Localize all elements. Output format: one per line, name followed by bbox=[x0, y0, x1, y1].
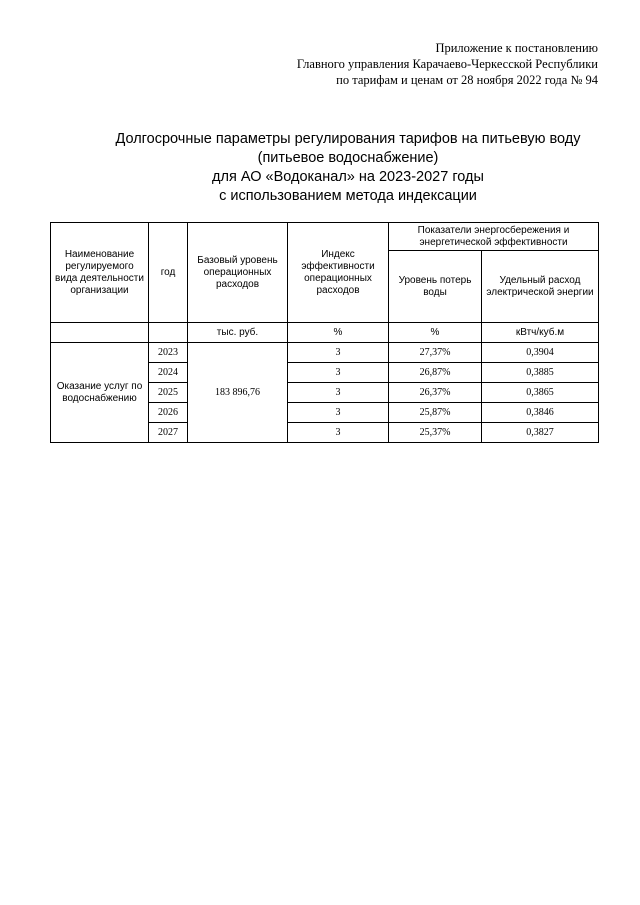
title-line-4: с использованием метода индексации bbox=[219, 188, 477, 204]
units-activity-empty bbox=[51, 323, 149, 343]
energy-consumption-cell: 0,3885 bbox=[482, 363, 599, 383]
efficiency-index-cell: 3 bbox=[288, 363, 389, 383]
title-line-3: для АО «Водоканал» на 2023-2027 годы bbox=[212, 169, 484, 185]
header-base-level: Базовый уровень операционных расходов bbox=[188, 223, 288, 323]
year-cell: 2023 bbox=[149, 343, 188, 363]
efficiency-index-cell: 3 bbox=[288, 423, 389, 443]
unit-base-level: тыс. руб. bbox=[188, 323, 288, 343]
tariff-parameters-table bbox=[50, 222, 599, 443]
header-efficiency-index: Индекс эффективности операционных расходов bbox=[288, 223, 389, 323]
appendix-line-2: Главного управления Карачаево-Черкесской Республики bbox=[296, 57, 598, 71]
water-loss-cell: 25,37% bbox=[389, 423, 482, 443]
energy-consumption-cell: 0,3904 bbox=[482, 343, 599, 363]
document-title bbox=[50, 130, 640, 206]
activity-name-cell: Оказание услуг по водоснабжению bbox=[51, 343, 149, 443]
water-loss-cell: 26,37% bbox=[389, 383, 482, 403]
year-cell: 2027 bbox=[149, 423, 188, 443]
energy-consumption-cell: 0,3846 bbox=[482, 403, 599, 423]
water-loss-cell: 27,37% bbox=[389, 343, 482, 363]
efficiency-index-cell: 3 bbox=[288, 403, 389, 423]
header-year: год bbox=[149, 223, 188, 323]
header-activity: Наименование регулируемого вида деятельности организации bbox=[51, 223, 149, 323]
year-cell: 2026 bbox=[149, 403, 188, 423]
resolution-appendix-note bbox=[178, 40, 598, 88]
title-line-1: Долгосрочные параметры регулирования тарифов на питьевую воду bbox=[115, 131, 581, 147]
appendix-line-3: по тарифам и ценам от 28 ноября 2022 года № 94 bbox=[336, 73, 598, 87]
unit-efficiency-index: % bbox=[288, 323, 389, 343]
year-cell: 2024 bbox=[149, 363, 188, 383]
units-year-empty bbox=[149, 323, 188, 343]
efficiency-index-cell: 3 bbox=[288, 383, 389, 403]
table-row bbox=[51, 343, 599, 363]
header-energy-consumption: Удельный расход электрической энергии bbox=[482, 251, 599, 323]
water-loss-cell: 25,87% bbox=[389, 403, 482, 423]
header-water-loss: Уровень потерь воды bbox=[389, 251, 482, 323]
energy-consumption-cell: 0,3827 bbox=[482, 423, 599, 443]
appendix-line-1: Приложение к постановлению bbox=[435, 41, 598, 55]
year-cell: 2025 bbox=[149, 383, 188, 403]
header-energy-group: Показатели энергосбережения и энергетической эффективности bbox=[389, 223, 599, 251]
water-loss-cell: 26,87% bbox=[389, 363, 482, 383]
energy-consumption-cell: 0,3865 bbox=[482, 383, 599, 403]
unit-water-loss: % bbox=[389, 323, 482, 343]
title-line-2: (питьевое водоснабжение) bbox=[257, 150, 439, 166]
base-level-value-cell: 183 896,76 bbox=[188, 343, 288, 443]
unit-energy-consumption: кВтч/куб.м bbox=[482, 323, 599, 343]
efficiency-index-cell: 3 bbox=[288, 343, 389, 363]
